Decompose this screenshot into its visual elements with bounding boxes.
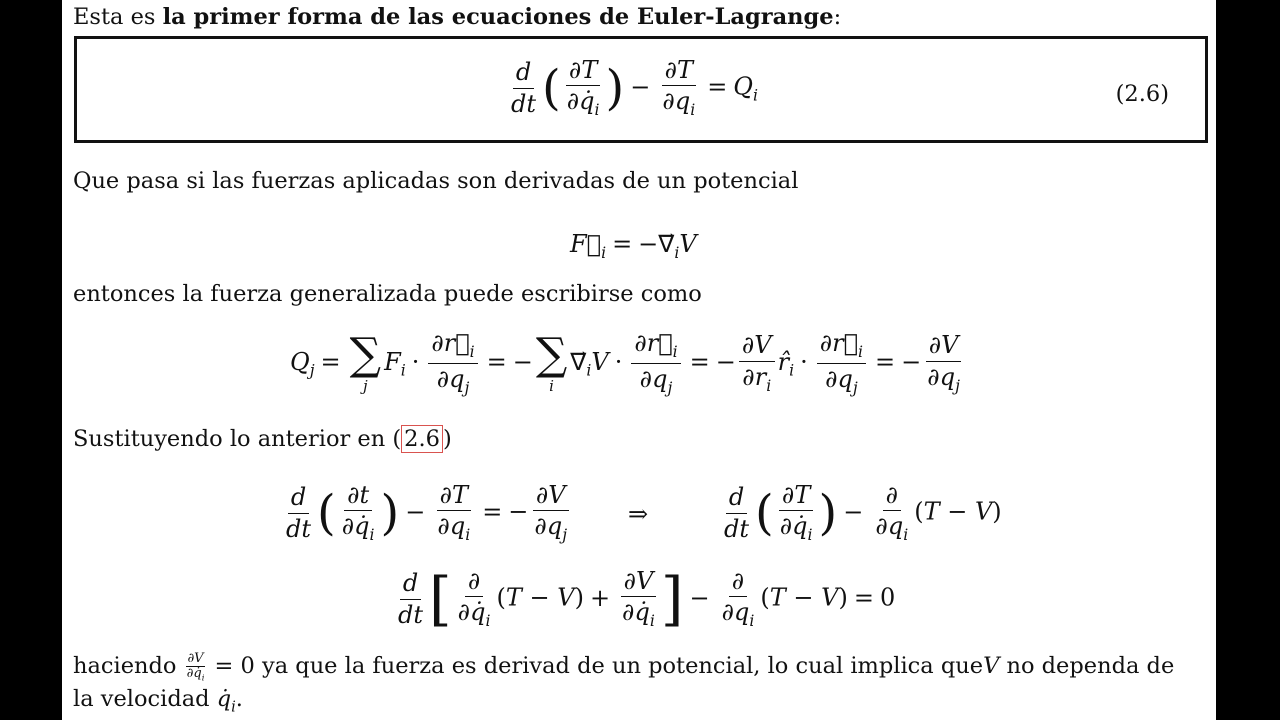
- conclusion-line2-prefix: la velocidad: [73, 686, 217, 712]
- paragraph-generalized-force: entonces la fuerza generalizada puede escribirse como: [73, 281, 702, 307]
- generalized-force-equation: $Q_j$ = ∑ j $F_i$ · $\frac{\partial r⃗_i}{\partial q_j}$ = − ∑ i $\nabla⃗_iV$ · $\frac{\partial r⃗_i}{\partial q_j}$ = − $\frac{\partial V}{\partial r_i}$ $r̂_i$ · $\frac{\partial r⃗_i}{\partial q_j}$ = − $\frac{\partial V}{\partial q_j}$: [290, 328, 960, 397]
- force-gradient-equation: $F⃗_i$ = $-\nabla⃗_iV$: [570, 230, 697, 262]
- intro-prefix: Esta es: [73, 4, 163, 30]
- substitution-suffix: ): [442, 426, 452, 452]
- substituted-equation-right: $\frac{d}{dt}$ ( $\frac{\partial T}{\partial q̇_i}$ ) − $\frac{\partial}{\partial q_i}$ (T − V): [724, 481, 1002, 545]
- intro-bold-title: la primer forma de las ecuaciones de Euler-Lagrange: [162, 4, 834, 30]
- implies-arrow: ⇒: [628, 500, 649, 528]
- conclusion-var: V: [983, 653, 1000, 680]
- paragraph-substitution: [73, 428, 452, 451]
- equation-2-6: $\frac{d}{dt}$ ( $\frac{\partial T}{\partial q̇_i}$ ) − $\frac{\partial T}{\partial q_i}$ = $Q_i$: [511, 56, 758, 120]
- equation-reference-link[interactable]: 2.6: [401, 425, 443, 453]
- substitution-prefix: Sustituyendo lo anterior en (: [73, 426, 402, 452]
- substituted-equation-left: $\frac{d}{dt}$ ( $\frac{\partial t}{\partial q̇_i}$ ) − $\frac{\partial T}{\partial q_i}$ = − $\frac{\partial V}{\partial q_j}$: [286, 481, 568, 545]
- paragraph-potential: Que pasa si las fuerzas aplicadas son derivadas de un potencial: [73, 168, 799, 194]
- intro-line: [73, 6, 841, 29]
- equation-number: (2.6): [1115, 81, 1169, 107]
- paragraph-conclusion-line1: haciendo $\frac{\partial V}{\partial q̇_i}$ = 0 ya que la fuerza es derivad de un potencial, lo cual implica queV no dependa de: [73, 651, 1175, 683]
- euler-lagrange-equation-box: [74, 36, 1208, 143]
- paragraph-conclusion-line2: la velocidad $q̇_i$.: [73, 686, 243, 716]
- conclusion-middle: = 0 ya que la fuerza es derivad de un potencial, lo cual implica que: [207, 653, 984, 680]
- document-page: [62, 0, 1216, 720]
- intro-suffix: :: [833, 4, 842, 30]
- conclusion-end: no dependa de: [999, 653, 1175, 680]
- lagrangian-equation: $\frac{d}{dt}$ [ $\frac{\partial}{\partial q̇_i}$ (T − V) + $\frac{\partial V}{\partial q̇_i}$ ] − $\frac{\partial}{\partial q_i}$ (T − V) = 0: [398, 565, 896, 634]
- conclusion-prefix: haciendo: [73, 653, 184, 680]
